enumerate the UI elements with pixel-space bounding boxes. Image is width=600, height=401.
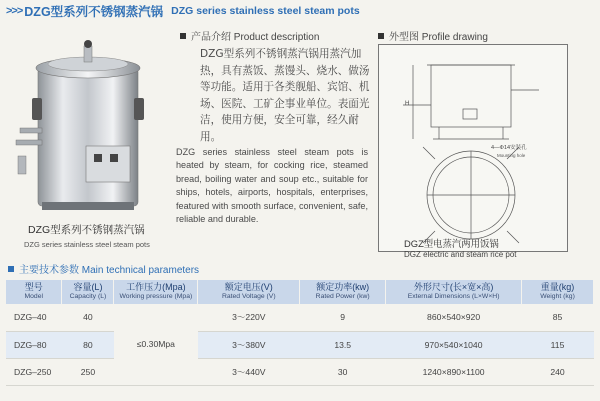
column-header: 额定电压(V) Rated Voltage (V): [198, 280, 300, 304]
column-header: 容量(L) Capacity (L): [62, 280, 114, 304]
page-title: [0, 0, 600, 22]
cell-model: DZG–40: [6, 304, 62, 331]
drawing-hole-label: 4—Φ14安装孔: [491, 145, 527, 151]
drawing-caption-cn: DGZ型电蒸汽两用饭锅: [404, 238, 499, 249]
cell-capacity: 40: [62, 304, 114, 331]
cell-capacity: 250: [62, 358, 114, 385]
params-heading: [8, 261, 199, 276]
column-header: 额定功率(kw) Rated Power (kw): [300, 280, 386, 304]
square-bullet-icon: [180, 33, 186, 39]
description-heading: [180, 28, 319, 43]
column-header: 重量(kg) Weight (kg): [522, 280, 594, 304]
drawing-h-label: H: [405, 101, 410, 107]
profile-heading-text: 外型图 Profile drawing: [389, 32, 488, 43]
title-arrows: >>>: [6, 5, 23, 17]
column-header: 工作压力(Mpa) Working pressure (Mpa): [114, 280, 198, 304]
cell-weight: 85: [522, 304, 594, 331]
square-bullet-icon: [8, 266, 14, 272]
table-row: [6, 304, 594, 331]
cell-dims: 860×540×920: [386, 304, 522, 331]
cell-dims: 1240×890×1100: [386, 358, 522, 385]
column-header: 外形尺寸(长×宽×高) External Dimensions (L×W×H): [386, 280, 522, 304]
photo-caption-en: DZG series stainless steel steam pots: [24, 240, 150, 249]
description-heading-text: 产品介绍 Product description: [191, 32, 320, 43]
cell-model: DZG–80: [6, 331, 62, 358]
cell-weight: 240: [522, 358, 594, 385]
profile-drawing: [378, 44, 568, 252]
table-row: [6, 331, 594, 358]
cell-pressure: ≤0.30Mpa: [114, 304, 198, 385]
photo-caption-cn: DZG型系列不锈钢蒸汽锅: [28, 224, 145, 236]
cell-model: DZG–250: [6, 358, 62, 385]
product-photo: [14, 28, 164, 216]
title-en: DZG series stainless steel steam pots: [171, 5, 360, 17]
square-bullet-icon: [378, 33, 384, 39]
cell-capacity: 80: [62, 331, 114, 358]
cell-voltage: 3～220V: [198, 304, 300, 331]
params-heading-text: 主要技术参数 Main technical parameters: [19, 265, 200, 276]
drawing-caption-en: DGZ electric and steam rice pot: [404, 250, 517, 259]
table-row: [6, 358, 594, 385]
column-header: 型号 Model: [6, 280, 62, 304]
cell-dims: 970×540×1040: [386, 331, 522, 358]
drawing-hole-label-en: Mounting hole: [497, 153, 526, 158]
cell-power: 30: [300, 358, 386, 385]
description-en: DZG series stainless steel steam pots is heated by steam, for cocking rice, steamed bread, boiling water and soup etc., suitable for ships, hotels, airports, hospitals, enterprises, featured with smooth surface, convenient, safe, reliable and durable.: [176, 147, 368, 225]
params-table: [6, 280, 594, 386]
cell-voltage: 3～380V: [198, 331, 300, 358]
cell-weight: 115: [522, 331, 594, 358]
title-cn: DZG型系列不锈钢蒸汽锅: [24, 5, 164, 19]
profile-heading: [378, 28, 488, 43]
description-cn: DZG型系列不锈钢蒸汽锅用蒸汽加热，具有蒸饭、蒸馒头、烧水、做汤等功能。适用于各类舰船、宾馆、机场、医院、工矿企事业单位。表面光洁，使用方便，安全可靠，经久耐用。: [200, 48, 370, 143]
cell-voltage: 3～440V: [198, 358, 300, 385]
cell-power: 13.5: [300, 331, 386, 358]
cell-power: 9: [300, 304, 386, 331]
table-header-row: [6, 280, 594, 304]
